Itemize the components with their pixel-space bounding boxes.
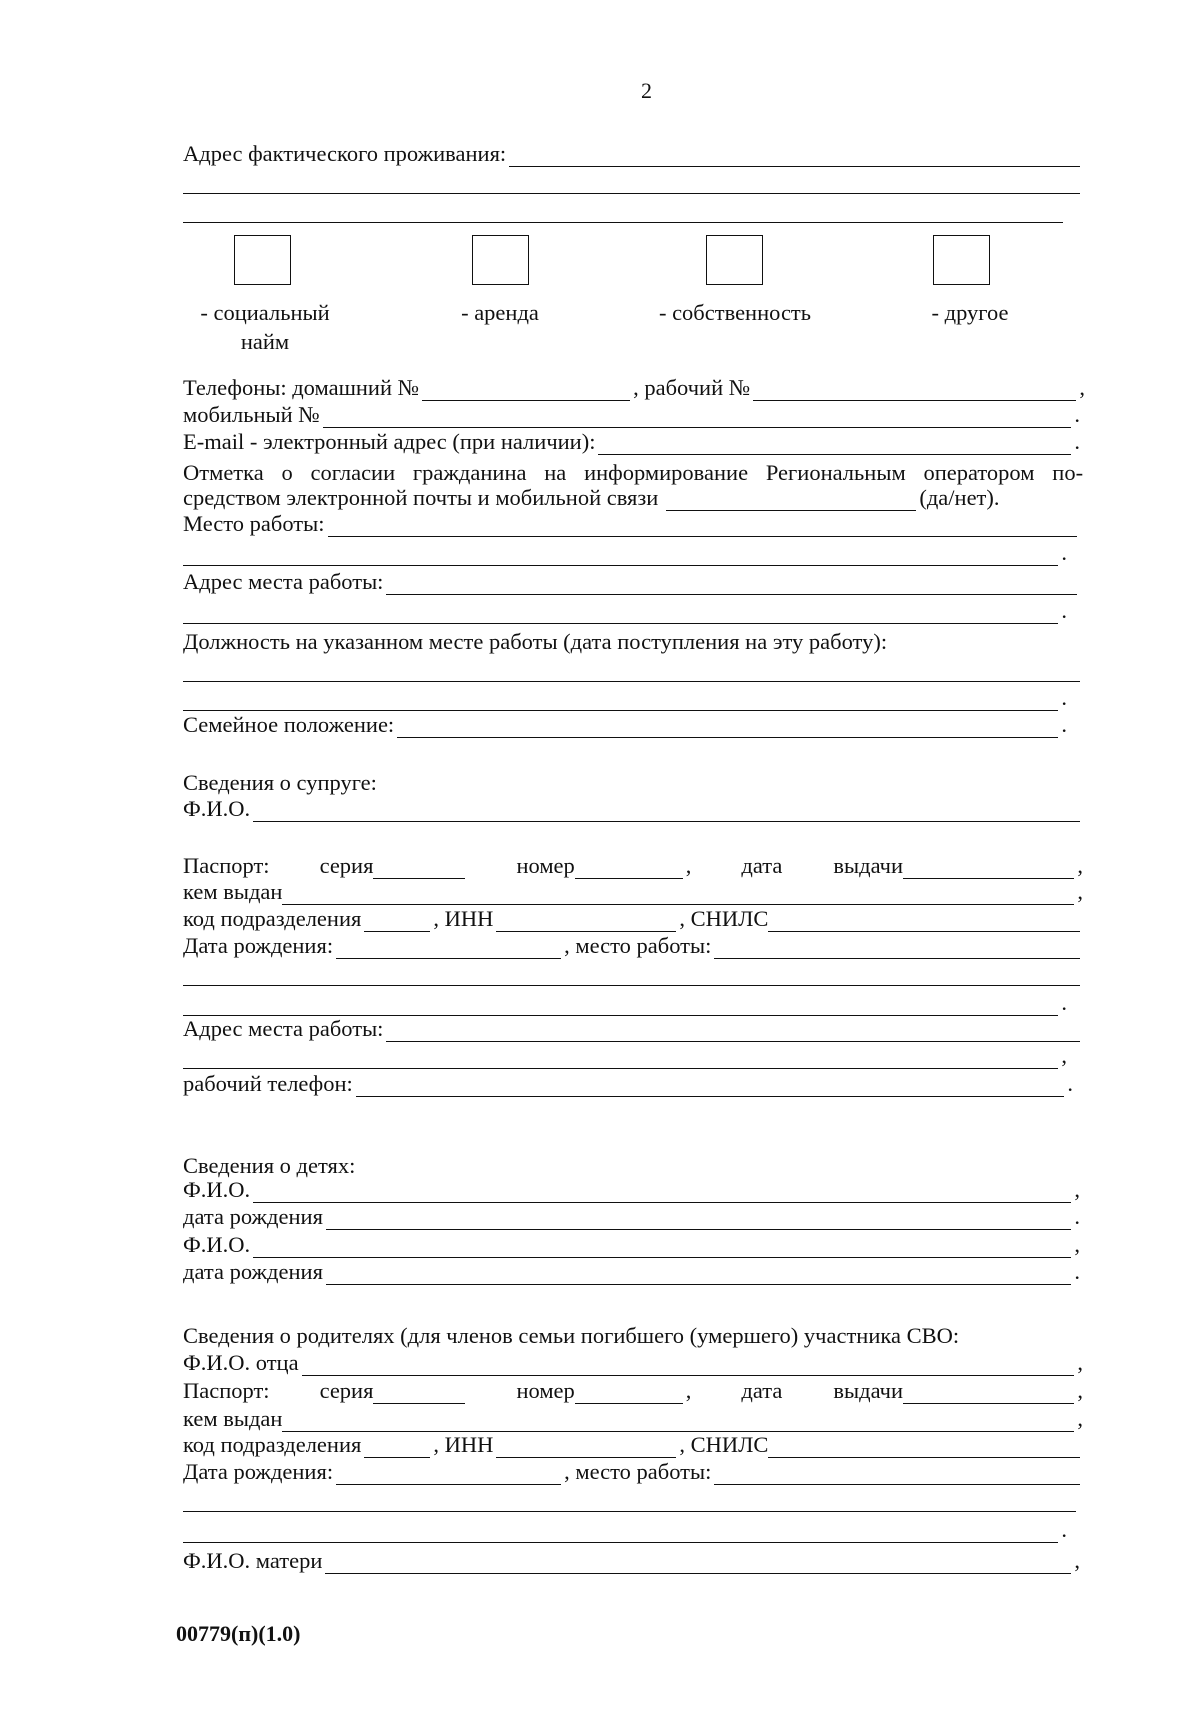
- consent-word: согласии: [310, 460, 396, 485]
- spouse-series-label: серия: [319, 852, 374, 878]
- father-date-label: дата: [741, 1377, 783, 1403]
- child-2-birth-row: [183, 1259, 1080, 1285]
- checkbox-social-rent[interactable]: [234, 235, 291, 285]
- phones-row: [183, 375, 1085, 401]
- child-1-fio-label: Ф.И.О.: [183, 1176, 251, 1202]
- spouse-job-label: , место работы:: [564, 932, 712, 958]
- caption-rent: - аренда: [461, 300, 539, 325]
- position-label: Должность на указанном месте работы (дата поступления на эту работу):: [183, 629, 888, 654]
- father-job-line-2[interactable]: [183, 1511, 1076, 1512]
- father-passport-label: Паспорт:: [183, 1377, 270, 1403]
- family-status-field[interactable]: [397, 711, 1058, 738]
- spouse-heading: Сведения о супруге:: [183, 770, 377, 795]
- spouse-series-field[interactable]: [373, 852, 465, 879]
- spouse-work-address-field[interactable]: [386, 1015, 1080, 1042]
- mobile-field[interactable]: [323, 401, 1072, 428]
- child-2-birth-dot: .: [1074, 1258, 1080, 1284]
- spouse-issued-by-field[interactable]: [282, 878, 1074, 905]
- father-issued-by-label: кем выдан: [183, 1405, 283, 1431]
- spouse-birth-row: [183, 933, 1080, 959]
- position-row-2: [183, 685, 1067, 711]
- consent-word: о: [281, 460, 293, 485]
- work-address-field-2[interactable]: [183, 597, 1058, 624]
- workplace-field-2[interactable]: [183, 539, 1058, 566]
- residence-address-line-2[interactable]: [183, 193, 1080, 194]
- father-fio-field[interactable]: [302, 1349, 1075, 1376]
- spouse-work-address-row: [183, 1016, 1080, 1042]
- child-1-fio-comma: ,: [1074, 1176, 1080, 1202]
- father-issue-label: выдачи: [833, 1377, 904, 1403]
- phones-comma: ,: [1079, 374, 1085, 400]
- father-issued-by-field[interactable]: [282, 1405, 1074, 1432]
- mobile-row: [183, 402, 1080, 428]
- email-dot: .: [1074, 428, 1080, 454]
- spouse-job-field[interactable]: [714, 932, 1080, 959]
- work-address-field[interactable]: [386, 568, 1077, 595]
- father-snils-label: , СНИЛС: [679, 1431, 769, 1457]
- checkbox-rent[interactable]: [472, 235, 529, 285]
- father-birth-row: [183, 1459, 1080, 1485]
- consent-word: Отметка: [183, 460, 264, 485]
- father-number-field[interactable]: [575, 1377, 683, 1404]
- work-address-dot: .: [1061, 597, 1067, 623]
- spouse-issue-date-field[interactable]: [903, 852, 1074, 879]
- mother-fio-comma: ,: [1074, 1547, 1080, 1573]
- father-fio-comma: ,: [1077, 1349, 1083, 1375]
- spouse-number-comma: ,: [685, 852, 692, 878]
- father-job-field[interactable]: [714, 1458, 1080, 1485]
- consent-word: Региональным: [765, 460, 906, 485]
- work-phone-label: , рабочий №: [633, 374, 751, 400]
- spouse-ids-row: [183, 906, 1080, 932]
- father-division-field[interactable]: [364, 1431, 430, 1458]
- spouse-work-address-label: Адрес места работы:: [183, 1015, 384, 1041]
- consent-word: по-: [1052, 460, 1084, 485]
- home-phone-label: Телефоны: домашний №: [183, 374, 420, 400]
- email-row: [183, 429, 1080, 455]
- spouse-issued-by-label: кем выдан: [183, 878, 283, 904]
- spouse-work-address-comma: ,: [1061, 1042, 1067, 1068]
- father-job-row-3: [183, 1517, 1067, 1543]
- workplace-row-2: [183, 540, 1067, 566]
- residence-address-line-3[interactable]: [183, 222, 1063, 223]
- child-2-fio-field[interactable]: [253, 1231, 1071, 1258]
- father-number-label: номер: [516, 1377, 575, 1403]
- father-series-field[interactable]: [373, 1377, 465, 1404]
- work-address-row-2: [183, 598, 1067, 624]
- child-2-fio-row: [183, 1232, 1080, 1258]
- family-status-row: [183, 712, 1067, 738]
- spouse-inn-label: , ИНН: [433, 905, 494, 931]
- checkbox-ownership[interactable]: [706, 235, 763, 285]
- consent-answer-field[interactable]: [666, 484, 916, 511]
- father-snils-field[interactable]: [768, 1431, 1080, 1458]
- spouse-job-field-3[interactable]: [183, 989, 1058, 1016]
- spouse-work-address-field-2[interactable]: [183, 1042, 1058, 1069]
- spouse-fio-label: Ф.И.О.: [183, 795, 251, 821]
- mother-fio-field[interactable]: [325, 1547, 1071, 1574]
- caption-other: - другое: [931, 300, 1009, 325]
- family-status-dot: .: [1061, 711, 1067, 737]
- position-field-2[interactable]: [183, 684, 1058, 711]
- spouse-snils-field[interactable]: [768, 905, 1080, 932]
- spouse-birth-label: Дата рождения:: [183, 932, 334, 958]
- home-phone-field[interactable]: [422, 374, 630, 401]
- consent-word: оператором: [923, 460, 1035, 485]
- residence-address-label: Адрес фактического проживания:: [183, 140, 507, 166]
- child-2-birth-label: дата рождения: [183, 1258, 323, 1284]
- father-fio-row: [183, 1350, 1083, 1376]
- spouse-work-phone-label: рабочий телефон:: [183, 1070, 353, 1096]
- spouse-job-line-2[interactable]: [183, 985, 1080, 986]
- spouse-number-field[interactable]: [575, 852, 683, 879]
- spouse-work-address-row-2: [183, 1043, 1067, 1069]
- spouse-work-phone-row: [183, 1071, 1073, 1097]
- child-1-birth-field[interactable]: [326, 1203, 1071, 1230]
- caption-ownership: - собственность: [658, 300, 812, 325]
- email-field[interactable]: [598, 428, 1071, 455]
- spouse-snils-label: , СНИЛС: [679, 905, 769, 931]
- spouse-issue-comma: ,: [1077, 852, 1083, 878]
- consent-line-1: [183, 462, 1083, 485]
- checkbox-other[interactable]: [933, 235, 990, 285]
- workplace-label: Место работы:: [183, 510, 325, 536]
- consent-text: средством электронной почты и мобильной связи: [183, 484, 659, 510]
- father-birth-field[interactable]: [336, 1458, 561, 1485]
- caption-social-line1: - социальный: [200, 300, 330, 325]
- child-1-birth-row: [183, 1204, 1080, 1230]
- spouse-division-field[interactable]: [364, 905, 430, 932]
- consent-line-2: [183, 485, 1063, 511]
- parents-heading: Сведения о родителях (для членов семьи погибшего (умершего) участника СВО:: [183, 1323, 960, 1348]
- spouse-inn-field[interactable]: [496, 905, 676, 932]
- father-job-dot: .: [1061, 1516, 1067, 1542]
- mother-fio-row: [183, 1548, 1080, 1574]
- residence-address-field[interactable]: [509, 140, 1080, 167]
- child-1-fio-row: [183, 1177, 1080, 1203]
- child-2-fio-label: Ф.И.О.: [183, 1231, 251, 1257]
- position-dot: .: [1061, 684, 1067, 710]
- mobile-dot: .: [1074, 401, 1080, 427]
- child-2-fio-comma: ,: [1074, 1231, 1080, 1257]
- father-job-label: , место работы:: [564, 1458, 712, 1484]
- father-issued-by-row: [183, 1406, 1083, 1432]
- spouse-division-label: код подразделения: [183, 905, 362, 931]
- family-status-label: Семейное положение:: [183, 711, 395, 737]
- spouse-fio-row: [183, 796, 1083, 822]
- child-1-birth-dot: .: [1074, 1203, 1080, 1229]
- form-code: 00779(п)(1.0): [176, 1621, 301, 1646]
- caption-social-rent: [190, 299, 340, 355]
- email-label: E-mail - электронный адрес (при наличии):: [183, 428, 596, 454]
- workplace-dot: .: [1061, 539, 1067, 565]
- father-job-field-3[interactable]: [183, 1516, 1058, 1543]
- work-phone-field[interactable]: [753, 374, 1076, 401]
- father-issue-date-field[interactable]: [903, 1377, 1074, 1404]
- consent-word: гражданина: [412, 460, 527, 485]
- spouse-date-label: дата: [741, 852, 783, 878]
- consent-word: на: [544, 460, 567, 485]
- father-series-label: серия: [319, 1377, 374, 1403]
- position-line-1[interactable]: [183, 681, 1080, 682]
- spouse-job-row-3: [183, 990, 1067, 1016]
- mother-fio-label: Ф.И.О. матери: [183, 1547, 323, 1573]
- residence-address-row: [183, 141, 1083, 167]
- consent-end: (да/нет).: [919, 484, 1000, 510]
- spouse-work-phone-dot: .: [1067, 1070, 1073, 1096]
- father-inn-field[interactable]: [496, 1431, 676, 1458]
- father-ids-row: [183, 1432, 1080, 1458]
- child-1-birth-label: дата рождения: [183, 1203, 323, 1229]
- child-1-fio-field[interactable]: [253, 1176, 1071, 1203]
- work-address-label: Адрес места работы:: [183, 568, 384, 594]
- caption-social-line2: найм: [240, 329, 290, 354]
- father-inn-label: , ИНН: [433, 1431, 494, 1457]
- spouse-passport-label: Паспорт:: [183, 852, 270, 878]
- father-fio-label: Ф.И.О. отца: [183, 1349, 299, 1375]
- mobile-label: мобильный №: [183, 401, 320, 427]
- consent-word: информирование: [584, 460, 749, 485]
- spouse-issued-by-row: [183, 879, 1083, 905]
- spouse-number-label: номер: [516, 852, 575, 878]
- workplace-row: [183, 511, 1080, 537]
- father-division-label: код подразделения: [183, 1431, 362, 1457]
- father-issued-by-comma: ,: [1077, 1405, 1083, 1431]
- spouse-passport-row: [183, 853, 1083, 879]
- father-number-comma: ,: [685, 1377, 692, 1403]
- spouse-work-phone-field[interactable]: [356, 1070, 1065, 1097]
- father-birth-label: Дата рождения:: [183, 1458, 334, 1484]
- father-issue-comma: ,: [1077, 1377, 1083, 1403]
- spouse-birth-field[interactable]: [336, 932, 561, 959]
- spouse-fio-field[interactable]: [253, 795, 1080, 822]
- father-passport-row: [183, 1378, 1083, 1404]
- spouse-issued-by-comma: ,: [1077, 878, 1083, 904]
- workplace-field[interactable]: [328, 510, 1078, 537]
- spouse-issue-label: выдачи: [833, 852, 904, 878]
- child-2-birth-field[interactable]: [326, 1258, 1071, 1285]
- page-number: 2: [641, 78, 652, 103]
- work-address-row: [183, 569, 1080, 595]
- spouse-job-dot: .: [1061, 989, 1067, 1015]
- children-heading: Сведения о детях:: [183, 1153, 356, 1178]
